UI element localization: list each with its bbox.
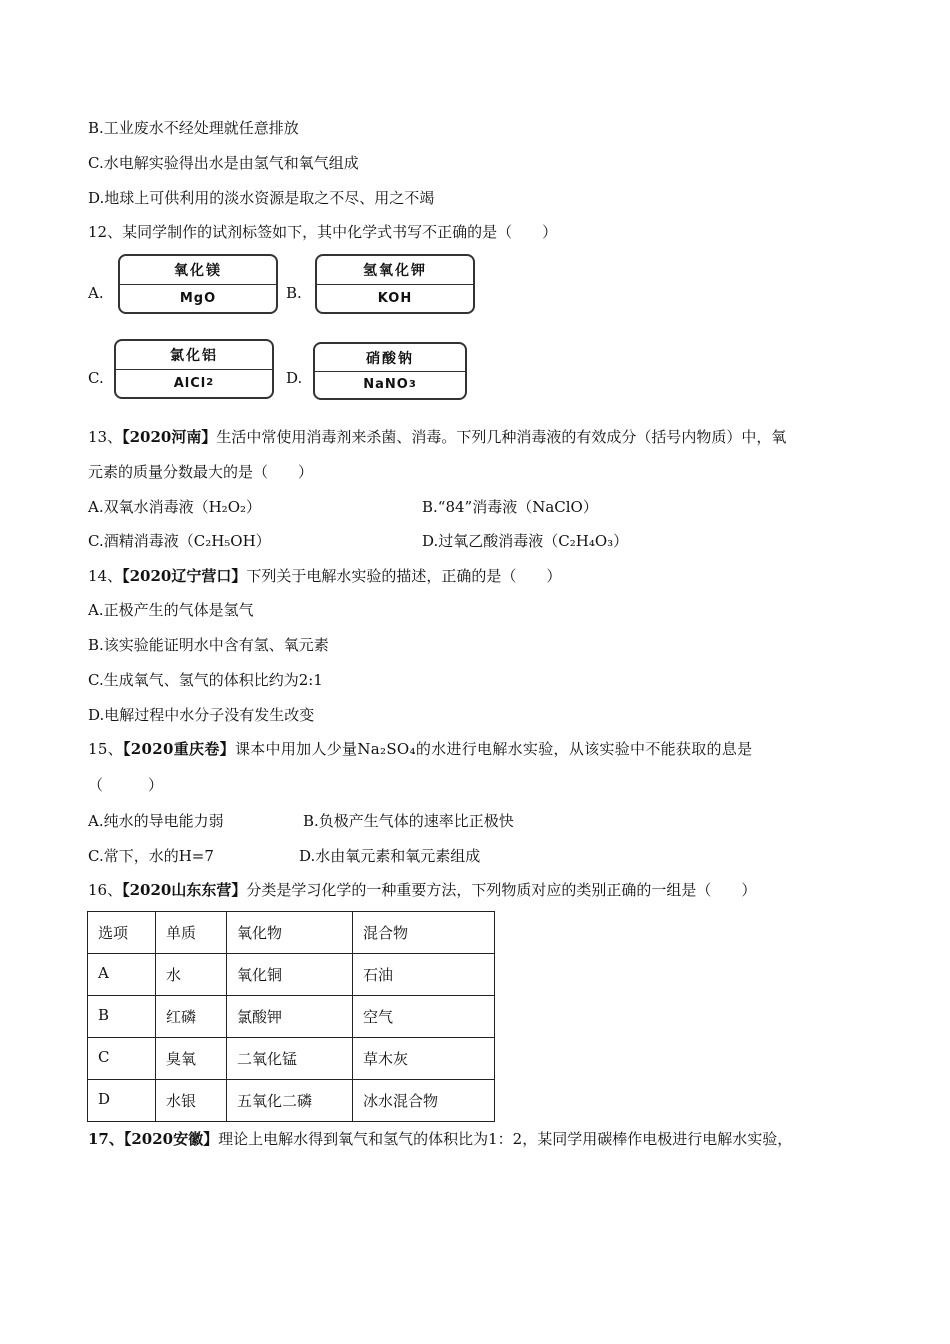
table-row bbox=[88, 954, 495, 996]
table-cell: 冰水混合物 bbox=[353, 1080, 495, 1122]
q12-reagent-label-c bbox=[114, 339, 274, 399]
q15-option-a: A.纯水的导电能力弱 bbox=[88, 812, 224, 830]
reagent-name: 氯化铝 bbox=[116, 341, 272, 370]
q13-number: 13、 bbox=[88, 428, 123, 446]
q12-reagent-label-a bbox=[118, 254, 278, 314]
table-cell: 氧化铜 bbox=[227, 954, 353, 996]
reagent-name: 氧化镁 bbox=[120, 256, 276, 285]
q11-option-d: D.地球上可供利用的淡水资源是取之不尽、用之不竭 bbox=[88, 189, 435, 207]
q12-stem: 12、某同学制作的试剂标签如下，其中化学式书写不正确的是（ ） bbox=[88, 223, 558, 241]
q15-number: 15、 bbox=[88, 740, 123, 758]
q12-reagent-label-d bbox=[313, 342, 467, 400]
q16-stem-text: 分类是学习化学的一种重要方法，下列物质对应的类别正确的一组是（ ） bbox=[246, 881, 757, 899]
table-header-row bbox=[88, 912, 495, 954]
table-cell: 水银 bbox=[156, 1080, 227, 1122]
q14-option-d: D.电解过程中水分子没有发生改变 bbox=[88, 706, 315, 724]
reagent-formula: AlCl 2 bbox=[173, 375, 215, 391]
q13-option-d: D.过氧乙酸消毒液（C₂H₄O₃） bbox=[422, 532, 629, 550]
q15-stem-line2: （ ） bbox=[88, 776, 164, 794]
q14-stem-text: 下列关于电解水实验的描述，正确的是（ ） bbox=[246, 567, 562, 585]
table-cell: 臭氧 bbox=[156, 1038, 227, 1080]
q15-stem: 课本中用加人少量Na₂SO₄的水进行电解水实验，从该实验中不能获取的息是 bbox=[234, 740, 753, 758]
table-cell: 红磷 bbox=[156, 996, 227, 1038]
q14-source-tag: 【2020辽宁营口】 bbox=[122, 567, 247, 585]
table-cell: 空气 bbox=[353, 996, 495, 1038]
table-cell: 水 bbox=[156, 954, 227, 996]
table-cell: 石油 bbox=[353, 954, 495, 996]
reagent-name: 氢氧化钾 bbox=[317, 256, 473, 285]
q17-number: 17、 bbox=[88, 1130, 124, 1148]
q16-classification-table bbox=[87, 911, 495, 1122]
table-cell: 氯酸钾 bbox=[227, 996, 353, 1038]
q15-stem-line1 bbox=[88, 739, 752, 759]
table-row bbox=[88, 1038, 495, 1080]
table-cell: 五氧化二磷 bbox=[227, 1080, 353, 1122]
q12-label-a-letter: A. bbox=[88, 284, 104, 302]
q13-stem: 生活中常使用消毒剂来杀菌、消毒。下列几种消毒液的有效成分（括号内物质）中，氧 bbox=[216, 428, 787, 446]
table-cell: A bbox=[88, 954, 156, 996]
q12-reagent-label-b bbox=[315, 254, 475, 314]
q14-option-b: B.该实验能证明水中含有氢、氧元素 bbox=[88, 636, 329, 654]
q13-stem-line1 bbox=[88, 427, 786, 447]
q16-number: 16、 bbox=[88, 881, 123, 899]
table-cell: 二氧化锰 bbox=[227, 1038, 353, 1080]
q13-source-tag: 【2020河南】 bbox=[122, 428, 217, 446]
q12-label-d-letter: D. bbox=[286, 369, 303, 387]
formula-main: NaNO bbox=[363, 377, 409, 392]
reagent-formula: MgO bbox=[179, 290, 217, 306]
table-header-cell: 单质 bbox=[156, 912, 227, 954]
q11-option-b: B.工业废水不经处理就任意排放 bbox=[88, 119, 299, 137]
q14-stem bbox=[88, 566, 561, 586]
q13-option-a: A.双氧水消毒液（H₂O₂） bbox=[88, 498, 262, 516]
q11-option-c: C.水电解实验得出水是由氢气和氧气组成 bbox=[88, 154, 359, 172]
q13-option-b: B.“84”消毒液（NaClO） bbox=[422, 498, 598, 516]
reagent-formula: KOH bbox=[377, 290, 413, 306]
table-header-cell: 氧化物 bbox=[227, 912, 353, 954]
table-row bbox=[88, 996, 495, 1038]
formula-main: AlCl bbox=[173, 375, 207, 391]
table-cell: D bbox=[88, 1080, 156, 1122]
q17-stem bbox=[88, 1129, 792, 1149]
q17-source-tag: 【2020安徽】 bbox=[123, 1130, 219, 1148]
q14-number: 14、 bbox=[88, 567, 123, 585]
q17-stem-text: 理论上电解水得到氧气和氢气的体积比为1：2，某同学用碳棒作电极进行电解水实验， bbox=[218, 1130, 793, 1148]
q12-label-c-letter: C. bbox=[88, 369, 104, 387]
q14-option-a: A.正极产生的气体是氢气 bbox=[88, 601, 254, 619]
q14-option-c: C.生成氧气、氢气的体积比约为2:1 bbox=[88, 671, 323, 689]
q13-option-c: C.酒精消毒液（C₂H₅OH） bbox=[88, 532, 271, 550]
q13-stem-line2: 元素的质量分数最大的是（ ） bbox=[88, 463, 314, 481]
table-header-cell: 混合物 bbox=[353, 912, 495, 954]
q15-source-tag: 【2020重庆卷】 bbox=[123, 740, 235, 758]
reagent-formula: NaNO 3 bbox=[363, 377, 417, 392]
table-header-cell: 选项 bbox=[88, 912, 156, 954]
q12-label-b-letter: B. bbox=[286, 284, 302, 302]
q15-option-d: D.水由氧元素和氧元素组成 bbox=[299, 847, 481, 865]
reagent-name: 硝酸钠 bbox=[315, 344, 465, 372]
table-cell: B bbox=[88, 996, 156, 1038]
table-cell: 草木灰 bbox=[353, 1038, 495, 1080]
q16-source-tag: 【2020山东东营】 bbox=[122, 881, 247, 899]
table-cell: C bbox=[88, 1038, 156, 1080]
q15-option-b: B.负极产生气体的速率比正极快 bbox=[303, 812, 514, 830]
q16-stem bbox=[88, 880, 756, 900]
table-row bbox=[88, 1080, 495, 1122]
q15-option-c: C.常下，水的H=7 bbox=[88, 847, 214, 865]
